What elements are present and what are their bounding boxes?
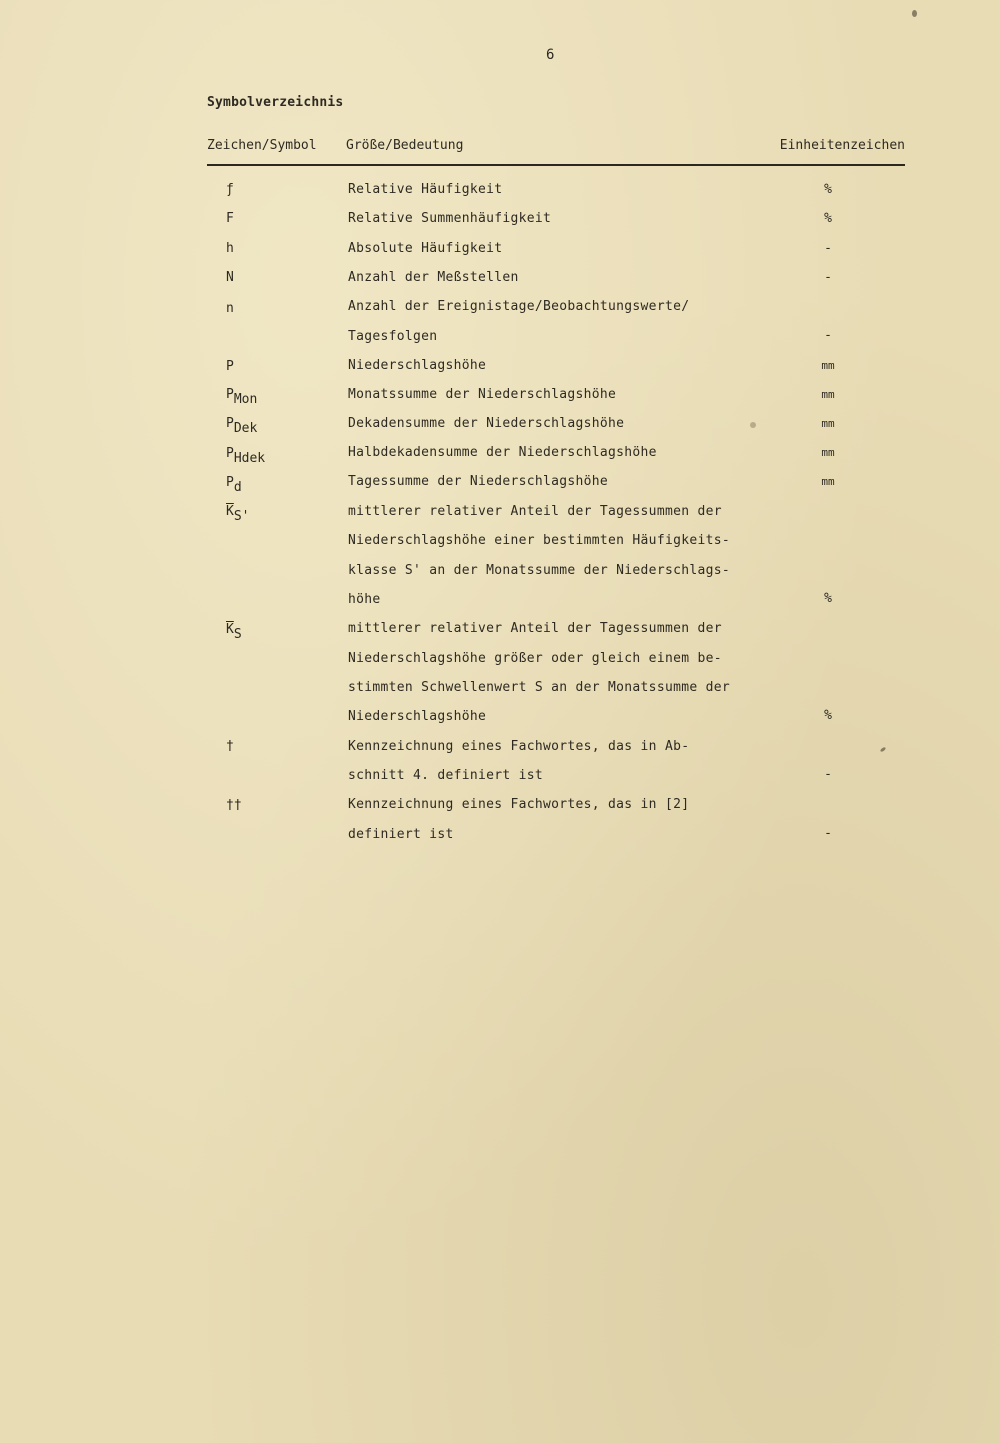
symbol-share-threshold (226, 621, 242, 642)
symbol-subscript: d (233, 480, 242, 495)
meaning-line: Dekadensumme der Niederschlagshöhe (348, 416, 625, 431)
unit-value: mm (821, 388, 835, 401)
page-title: Symbolverzeichnis (207, 95, 344, 110)
meaning-line: stimmten Schwellenwert S an der Monatssumme der (348, 680, 730, 695)
symbol-subscript: S (233, 627, 242, 642)
meaning-line: Kennzeichnung eines Fachwortes, das in [2] (348, 797, 690, 812)
unit-value: mm (821, 417, 835, 430)
meaning-line: Monatssumme der Niederschlagshöhe (348, 387, 617, 402)
paper-speck (912, 10, 917, 17)
unit-value: - (824, 241, 832, 256)
symbol-subscript: Hdek (233, 451, 266, 466)
unit-value: - (824, 826, 832, 841)
unit-value: % (824, 211, 832, 226)
symbol-base: P (226, 387, 234, 402)
symbol-subscript: Dek (233, 421, 258, 436)
symbol-base: P (226, 416, 234, 431)
symbol-precipitation: P (226, 359, 234, 374)
unit-value: - (824, 328, 832, 343)
symbol-absolute-frequency: h (226, 241, 234, 256)
unit-value: mm (821, 359, 835, 372)
paper-speck (750, 422, 756, 428)
meaning-line: Halbdekadensumme der Niederschlagshöhe (348, 445, 657, 460)
header-rule (207, 164, 905, 166)
symbol-decade-sum (226, 415, 258, 436)
meaning-line: definiert ist (348, 827, 454, 842)
header-symbol: Zeichen/Symbol (207, 138, 317, 153)
double-dagger-icon: †† (226, 798, 242, 813)
symbol-base: $\overline{K}$ (226, 622, 234, 637)
meaning-line: Tagesfolgen (348, 329, 438, 344)
symbol-base: P (226, 475, 234, 490)
meaning-line: klasse S' an der Monatssumme der Niederschlags- (348, 563, 730, 578)
symbol-cumulative-frequency: F (226, 211, 234, 226)
symbol-base: $\overline{K}$ (226, 504, 234, 519)
header-meaning: Größe/Bedeutung (346, 138, 464, 153)
meaning-line: Relative Häufigkeit (348, 182, 503, 197)
unit-value: - (824, 767, 832, 782)
dagger-icon: † (226, 739, 234, 754)
symbol-event-count: n (226, 301, 234, 316)
meaning-line: Absolute Häufigkeit (348, 241, 503, 256)
symbol-share-class (226, 503, 250, 524)
unit-value: % (824, 708, 832, 723)
meaning-line: Niederschlagshöhe (348, 358, 487, 373)
symbol-subscript: S' (233, 509, 250, 524)
meaning-line: mittlerer relativer Anteil der Tagessummen der (348, 504, 722, 519)
unit-value: mm (821, 446, 835, 459)
meaning-line: höhe (348, 592, 381, 607)
meaning-line: mittlerer relativer Anteil der Tagessummen der (348, 621, 722, 636)
symbol-subscript: Mon (233, 392, 258, 407)
symbol-station-count: N (226, 270, 234, 285)
unit-value: % (824, 591, 832, 606)
symbol-relative-frequency: ƒ (226, 182, 234, 197)
meaning-line: Tagessumme der Niederschlagshöhe (348, 474, 609, 489)
meaning-line: Relative Summenhäufigkeit (348, 211, 552, 226)
meaning-line: Niederschlagshöhe einer bestimmten Häufigkeits- (348, 533, 730, 548)
meaning-line: schnitt 4. definiert ist (348, 768, 544, 783)
symbol-base: P (226, 446, 234, 461)
meaning-line: Niederschlagshöhe (348, 709, 487, 724)
meaning-line: Niederschlagshöhe größer oder gleich einem be- (348, 651, 722, 666)
symbol-daily-sum (226, 474, 242, 495)
header-unit: Einheitenzeichen (779, 138, 905, 153)
paper-speck (880, 747, 887, 753)
page-number: 6 (546, 47, 555, 63)
meaning-line: Anzahl der Meßstellen (348, 270, 519, 285)
symbol-monthly-sum (226, 386, 258, 407)
unit-value: - (824, 270, 832, 285)
symbol-half-decade-sum (226, 445, 266, 466)
meaning-line: Anzahl der Ereignistage/Beobachtungswerte/ (348, 299, 690, 314)
unit-value: mm (821, 475, 835, 488)
meaning-line: Kennzeichnung eines Fachwortes, das in Ab- (348, 739, 690, 754)
unit-value: % (824, 182, 832, 197)
